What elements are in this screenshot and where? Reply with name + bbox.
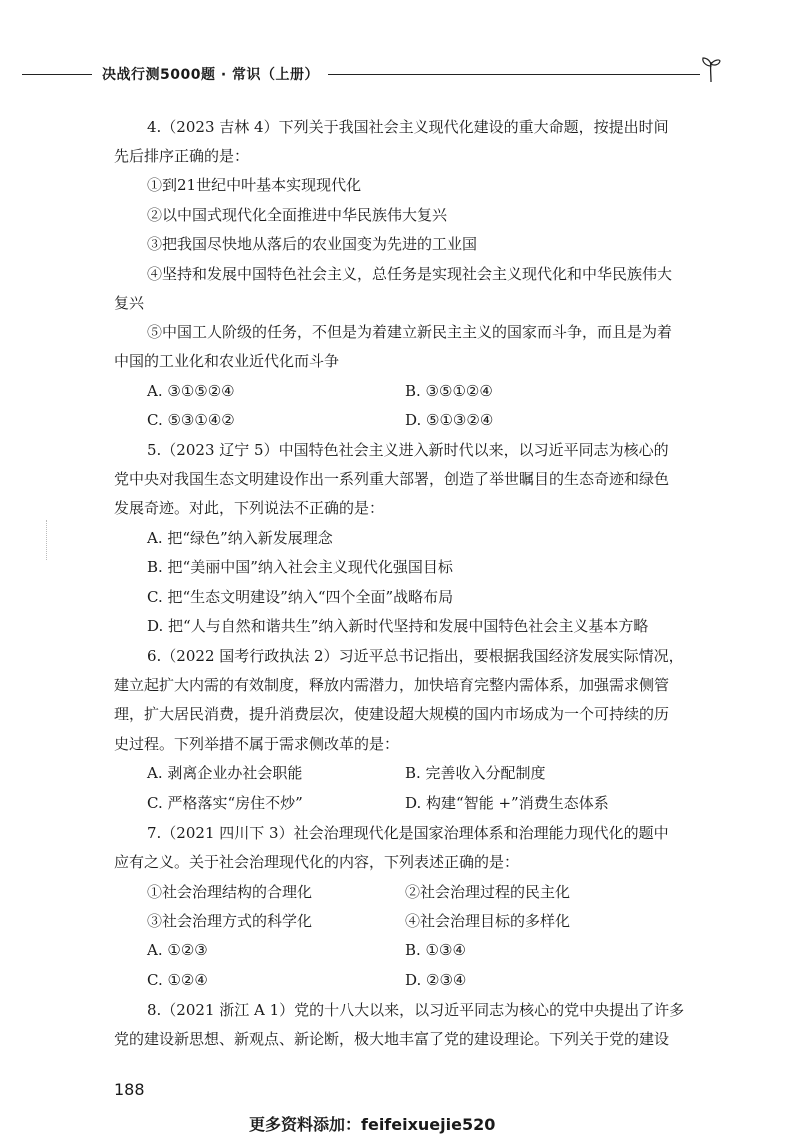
q6-option-a[interactable]: A. 剥离企业办社会职能 xyxy=(147,764,303,782)
q4-option-b[interactable]: B. ③⑤①②④ xyxy=(405,382,493,400)
q7-statement-3: ③社会治理方式的科学化 xyxy=(147,912,313,930)
q5-option-b[interactable]: B. 把“美丽中国”纳入社会主义现代化强国目标 xyxy=(147,558,453,576)
q7-statement-4: ④社会治理目标的多样化 xyxy=(405,912,571,930)
running-header xyxy=(22,62,722,88)
q6-option-d[interactable]: D. 构建“智能 +”消费生态体系 xyxy=(405,794,609,812)
header-rule-right xyxy=(328,74,700,75)
q6-line-2: 建立起扩大内需的有效制度，释放内需潜力，加快培育完整内需体系，加强需求侧管 xyxy=(114,676,670,694)
q5-option-c[interactable]: C. 把“生态文明建设”纳入“四个全面”战略布局 xyxy=(147,588,454,606)
q4-option-a[interactable]: A. ③①⑤②④ xyxy=(147,382,235,400)
q8-line-1: 8.（2021 浙江 A 1）党的十八大以来，以习近平同志为核心的党中央提出了许多 xyxy=(147,1001,685,1019)
page-number: 188 xyxy=(114,1080,145,1099)
q4-line-1: 4.（2023 吉林 4）下列关于我国社会主义现代化建设的重大命题，按提出时间 xyxy=(147,118,669,136)
q6-line-1: 6.（2022 国考行政执法 2）习近平总书记指出，要根据我国经济发展实际情况， xyxy=(147,647,684,665)
q7-statement-2: ②社会治理过程的民主化 xyxy=(405,883,571,901)
q4-option-c[interactable]: C. ⑤③①④② xyxy=(147,411,235,429)
header-rule-left xyxy=(22,74,92,75)
q6-option-c[interactable]: C. 严格落实“房住不炒” xyxy=(147,794,303,812)
q5-option-a[interactable]: A. 把“绿色”纳入新发展理念 xyxy=(147,529,333,547)
q7-option-c[interactable]: C. ①②④ xyxy=(147,971,208,989)
q4-line-2: 先后排序正确的是： xyxy=(114,147,250,165)
q7-option-a[interactable]: A. ①②③ xyxy=(147,941,208,959)
q4-statement-4: ④坚持和发展中国特色社会主义，总任务是实现社会主义现代化和中华民族伟大 xyxy=(147,265,673,283)
q6-option-b[interactable]: B. 完善收入分配制度 xyxy=(405,764,546,782)
q8-line-2: 党的建设新思想、新观点、新论断，极大地丰富了党的建设理论。下列关于党的建设 xyxy=(114,1030,670,1048)
q7-option-b[interactable]: B. ①③④ xyxy=(405,941,466,959)
q4-statement-1: ①到21世纪中叶基本实现现代化 xyxy=(147,176,362,194)
q5-line-2: 党中央对我国生态文明建设作出一系列重大部署，创造了举世瞩目的生态奇迹和绿色 xyxy=(114,470,670,488)
q5-line-3: 发展奇迹。对此，下列说法不正确的是： xyxy=(114,499,385,517)
sprout-icon xyxy=(700,54,722,84)
q7-line-1: 7.（2021 四川下 3）社会治理现代化是国家治理体系和治理能力现代化的题中 xyxy=(147,824,669,842)
q6-line-3: 理，扩大居民消费，提升消费层次，使建设超大规模的国内市场成为一个可持续的历 xyxy=(114,705,670,723)
q4-statement-5: ⑤中国工人阶级的任务，不但是为着建立新民主主义的国家而斗争，而且是为着 xyxy=(147,323,673,341)
q4-statement-2: ②以中国式现代化全面推进中华民族伟大复兴 xyxy=(147,206,448,224)
q6-line-4: 史过程。下列举措不属于需求侧改革的是： xyxy=(114,735,400,753)
q4-option-d[interactable]: D. ⑤①③②④ xyxy=(405,411,494,429)
header-title: 决战行测5000题 · 常识（上册） xyxy=(102,67,320,83)
q5-line-1: 5.（2023 辽宁 5）中国特色社会主义进入新时代以来，以习近平同志为核心的 xyxy=(147,441,669,459)
q4-statement-4-cont: 复兴 xyxy=(114,294,145,312)
q7-line-2: 应有之义。关于社会治理现代化的内容，下列表述正确的是： xyxy=(114,853,520,871)
footer-note: 更多资料添加：feifeixuejie520 xyxy=(249,1115,496,1134)
q4-statement-3: ③把我国尽快地从落后的农业国变为先进的工业国 xyxy=(147,235,478,253)
scan-mark xyxy=(46,520,49,560)
q4-statement-5-cont: 中国的工业化和农业近代化而斗争 xyxy=(114,352,340,370)
q5-option-d[interactable]: D. 把“人与自然和谐共生”纳入新时代坚持和发展中国特色社会主义基本方略 xyxy=(147,617,649,635)
q7-statement-1: ①社会治理结构的合理化 xyxy=(147,883,313,901)
q7-option-d[interactable]: D. ②③④ xyxy=(405,971,467,989)
